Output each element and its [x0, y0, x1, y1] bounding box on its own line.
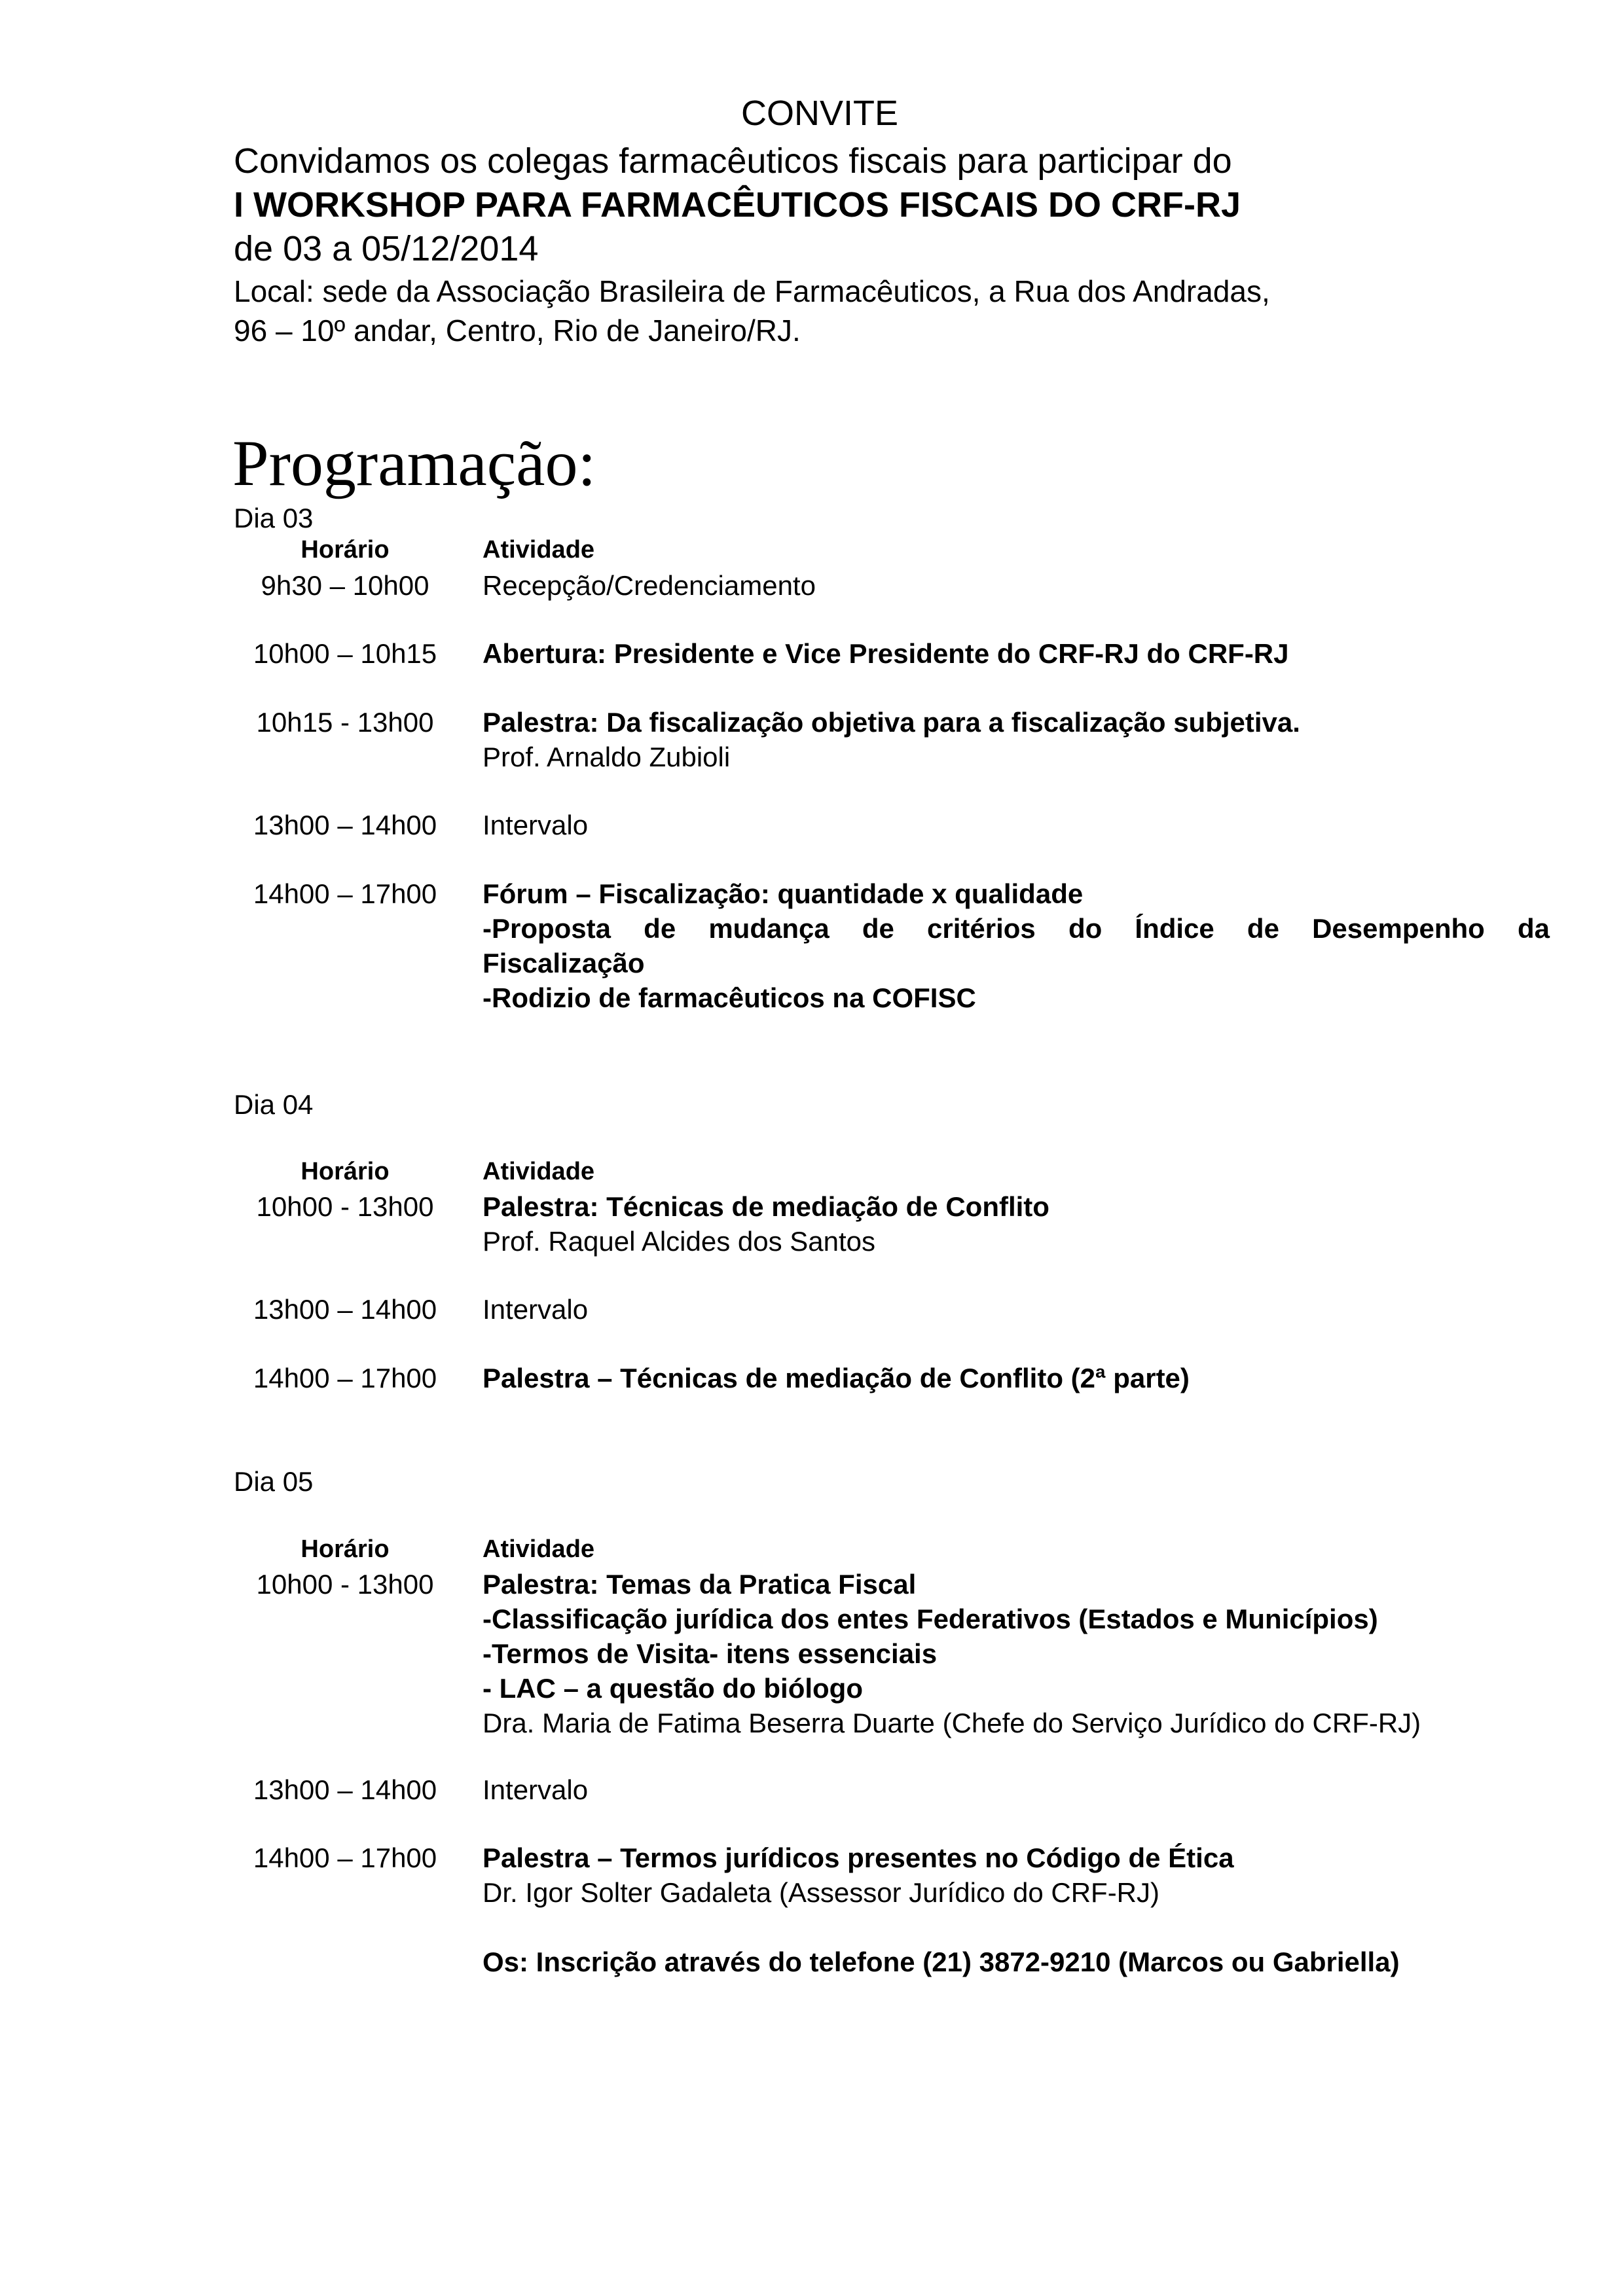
column-header-time: Horário	[301, 1158, 390, 1185]
schedule-time: 9h30 – 10h00	[261, 570, 429, 601]
activity-line: Intervalo	[483, 810, 589, 840]
schedule-activity	[483, 1772, 1550, 1807]
schedule-activity	[483, 1189, 1550, 1259]
column-header-activity: Atividade	[483, 1158, 595, 1185]
event-dates: de 03 a 05/12/2014	[234, 229, 539, 268]
column-header-time: Horário	[301, 1535, 390, 1563]
invite-line: Convidamos os colegas farmacêuticos fiscais para participar do	[234, 141, 1232, 181]
day-label: Dia 04	[234, 1089, 314, 1120]
activity-line: -Classificação jurídica dos entes Federativos (Estados e Municípios)	[483, 1604, 1378, 1634]
schedule-activity	[483, 705, 1550, 774]
activity-line: -Termos de Visita- itens essenciais	[483, 1638, 938, 1669]
activity-line: Recepção/Credenciamento	[483, 570, 816, 601]
activity-line: - LAC – a questão do biólogo	[483, 1673, 863, 1704]
programacao-title: Programação:	[232, 427, 596, 499]
location-line-2: 96 – 10º andar, Centro, Rio de Janeiro/RJ.	[234, 314, 801, 348]
registration-note: Os: Inscrição através do telefone (21) 3872-9210 (Marcos ou Gabriella)	[483, 1946, 1400, 1977]
schedule-activity	[483, 1361, 1550, 1395]
activity-line: Palestra – Técnicas de mediação de Conflito (2ª parte)	[483, 1363, 1190, 1393]
schedule-time: 14h00 – 17h00	[253, 1363, 437, 1393]
activity-line: Intervalo	[483, 1774, 589, 1805]
schedule-activity	[483, 1567, 1550, 1740]
activity-line: Fórum – Fiscalização: quantidade x qualidade	[483, 878, 1084, 909]
spacer-line	[483, 1910, 1550, 1945]
activity-line: Fiscalização	[483, 948, 645, 978]
schedule-time: 14h00 – 17h00	[253, 878, 437, 909]
speaker-line: Dr. Igor Solter Gadaleta (Assessor Jurídico do CRF-RJ)	[483, 1877, 1160, 1908]
schedule-time: 13h00 – 14h00	[253, 1774, 437, 1805]
location-line-1: Local: sede da Associação Brasileira de Farmacêuticos, a Rua dos Andradas,	[234, 274, 1270, 308]
column-header-time: Horário	[301, 536, 390, 564]
schedule-time: 10h00 - 13h00	[256, 1569, 434, 1600]
speaker-line: Prof. Arnaldo Zubioli	[483, 742, 731, 772]
schedule-time: 10h00 – 10h15	[253, 638, 437, 669]
schedule-time: 14h00 – 17h00	[253, 1842, 437, 1873]
activity-line: -Rodizio de farmacêuticos na COFISC	[483, 982, 976, 1013]
convite-heading: CONVITE	[740, 94, 899, 133]
day-label: Dia 03	[234, 503, 314, 533]
column-header-activity: Atividade	[483, 1535, 595, 1563]
event-title: I WORKSHOP PARA FARMACÊUTICOS FISCAIS DO CRF-RJ	[234, 185, 1241, 224]
activity-line: -Proposta de mudança de critérios do Índice de Desempenho da	[483, 913, 1550, 944]
schedule-activity	[483, 1292, 1550, 1327]
schedule-activity	[483, 636, 1550, 671]
schedule-activity	[483, 568, 1550, 603]
schedule-time: 13h00 – 14h00	[253, 810, 437, 840]
activity-line: Palestra – Termos jurídicos presentes no Código de Ética	[483, 1842, 1234, 1873]
speaker-line: Dra. Maria de Fatima Beserra Duarte (Chefe do Serviço Jurídico do CRF-RJ)	[483, 1708, 1421, 1738]
activity-line: Intervalo	[483, 1294, 589, 1325]
schedule-activity	[483, 1840, 1550, 1979]
schedule-activity	[483, 876, 1550, 1015]
schedule-time: 10h15 - 13h00	[256, 707, 434, 738]
activity-line: Palestra: Temas da Pratica Fiscal	[483, 1569, 917, 1600]
schedule-activity	[483, 808, 1550, 842]
day-label: Dia 05	[234, 1466, 314, 1497]
activity-line: Abertura: Presidente e Vice Presidente do CRF-RJ do CRF-RJ	[483, 638, 1289, 669]
speaker-line: Prof. Raquel Alcides dos Santos	[483, 1226, 876, 1257]
schedule-time: 13h00 – 14h00	[253, 1294, 437, 1325]
schedule-time: 10h00 - 13h00	[256, 1191, 434, 1222]
column-header-activity: Atividade	[483, 536, 595, 564]
activity-line: Palestra: Técnicas de mediação de Conflito	[483, 1191, 1049, 1222]
activity-line: Palestra: Da fiscalização objetiva para a fiscalização subjetiva.	[483, 707, 1300, 738]
